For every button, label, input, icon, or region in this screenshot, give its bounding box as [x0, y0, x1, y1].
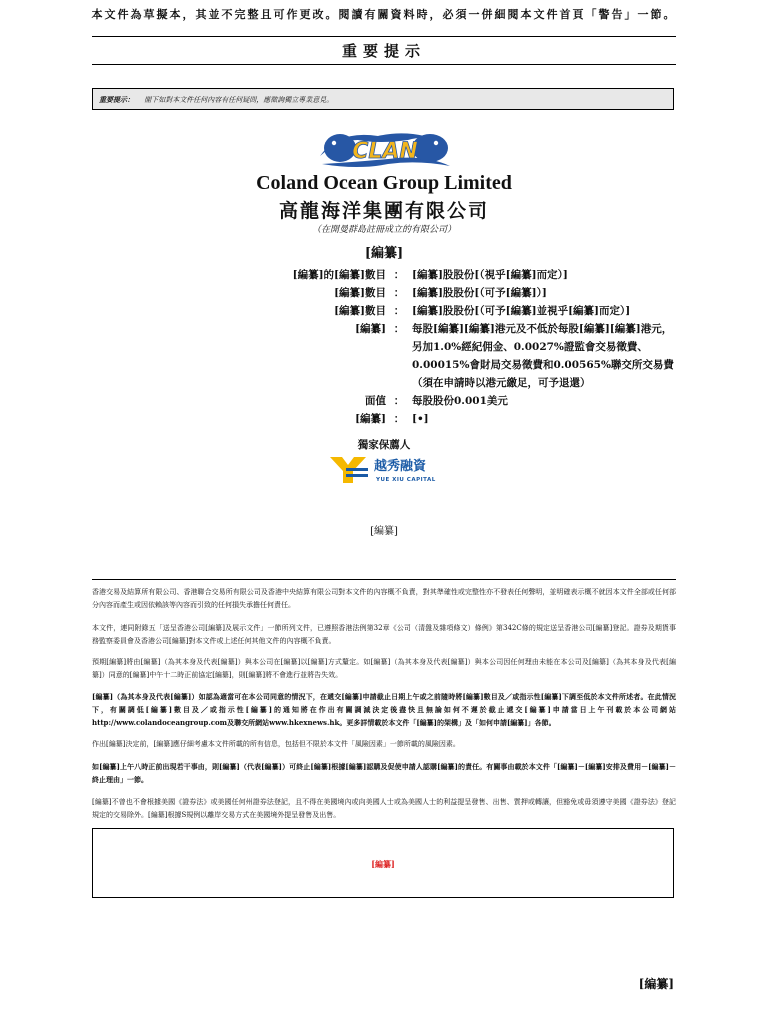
offering-value: [•] — [412, 413, 429, 425]
company-logo — [318, 126, 452, 170]
bottom-box-text: [編纂] — [371, 859, 395, 869]
footer-redacted: [編纂] — [638, 977, 674, 991]
offering-colon: ： — [393, 323, 405, 335]
offering-row — [250, 392, 690, 410]
offering-value: 每股[編纂][編纂]港元及不低於每股[編纂][編纂]港元，另加1.0%經紀佣金、0.0027%證監會交易徵費、0.00015%會財局交易徵費和0.00565%聯交所交易費（須在申請時以港元繳足，可予退還） — [412, 323, 674, 389]
draft-warning: 本文件為草擬本，其並不完整且可作更改。閱讀有關資料時，必須一併細閱本文件首頁「警告」一節。 — [91, 8, 677, 21]
termination-paragraph: 如[編纂]上午八時正前出現若干事由，則[編纂]（代表[編纂]）可終止[編纂]根據[編纂]認購及促使申請人認購[編纂]的責任。有關事由載於本文件「[編纂]－[編纂]安排及費用－[編纂]－終止理由」一節。 — [92, 762, 676, 784]
incorporation-note: （在開曼群島註冊成立的有限公司） — [311, 225, 456, 235]
offering-value: 每股股份0.001美元 — [412, 395, 508, 407]
offering-colon: ： — [393, 287, 405, 299]
important-notice-box — [92, 88, 674, 110]
title-rule — [92, 64, 676, 65]
company-name-zh: 高龍海洋集團有限公司 — [278, 200, 489, 222]
us-securities-paragraph: [編纂]不曾也不會根據美國《證券法》或美國任何州證券法登記，且不得在美國境內或向美國人士或為美國人士的利益提呈發售、出售、質押或轉讓，但豁免或毋須遵守美國《證券法》登記規定的交易除外。[編纂]根據S規例以離岸交易方式在美國境外提呈發售及出售。 — [92, 798, 676, 819]
sponsor-logo-bar — [346, 474, 368, 477]
sponsor-logo-bar — [346, 468, 368, 471]
company-name-en: Coland Ocean Group Limited — [256, 172, 512, 194]
offering-table — [250, 266, 690, 428]
top-rule — [92, 36, 676, 37]
offering-value: [編纂]股股份[（可予[編纂]並視乎[編纂]而定）] — [412, 305, 631, 317]
disclaimer-rule — [92, 579, 676, 580]
notice-text: 閣下如對本文件任何內容有任何疑問，應徵詢獨立專業意見。 — [144, 96, 334, 104]
offering-value: [編纂]股股份[（可予[編纂]）] — [412, 287, 547, 299]
offering-row — [250, 284, 690, 302]
sponsor-name-zh: 越秀融資 — [374, 459, 427, 474]
page-title: 重要提示 — [341, 42, 426, 60]
offering-key: [編纂]數目 — [334, 287, 386, 299]
bottom-redacted-box — [92, 828, 674, 898]
offering-colon: ： — [393, 269, 405, 281]
sole-sponsor-label: 獨家保薦人 — [357, 439, 411, 451]
offering-key: 面值 — [365, 395, 386, 407]
offering-key: [編纂]數目 — [334, 305, 386, 317]
logo-wordmark: CLAN — [352, 139, 418, 164]
offering-colon: ： — [393, 305, 405, 317]
logo-eye-right — [434, 141, 438, 145]
logo-eye-left — [332, 141, 336, 145]
offering-row — [250, 266, 690, 284]
pricing-paragraph: 預期[編纂]將由[編纂]（為其本身及代表[編纂]）與本公司在[編纂]以[編纂]方式釐定。如[編纂]（為其本身及代表[編纂]）與本公司因任何理由未能在本公司及[編纂]（為其本身及代表[編纂]）同意的[編纂]中午十二時正前協定[編纂]，則[編纂]將不會進行並將告失效。 — [92, 658, 676, 679]
logo-fish-left — [324, 134, 356, 162]
notice-label: 重要提示： — [99, 95, 134, 104]
disclaimer-paragraph: 香港交易及結算所有限公司、香港聯合交易所有限公司及香港中央結算有限公司對本文件的內容概不負責，對其準確性或完整性亦不發表任何聲明，並明確表示概不就因本文件全部或任何部分內容而產生或因依賴該等內容而引致的任何損失承擔任何責任。 — [92, 588, 676, 609]
offering-value: [編纂]股股份[（視乎[編纂]而定）] — [412, 269, 568, 281]
offering-row — [250, 410, 690, 428]
offering-row — [250, 320, 690, 392]
offering-row — [250, 302, 690, 320]
offering-key: [編纂]的[編纂]數目 — [292, 269, 386, 281]
redacted-placeholder: [編纂] — [370, 526, 398, 537]
offering-key: [編纂] — [355, 413, 386, 425]
registration-paragraph: 本文件，連同附錄五「送呈香港公司[編纂]及展示文件」一節所列文件，已遵照香港法例第32章《公司（清盤及雜項條文）條例》第342C條的規定送呈香港公司[編纂]登記。證券及期貨事務監察委員會及香港公司[編纂]對本文件或上述任何其他文件的內容概不負責。 — [92, 624, 676, 645]
offering-title: [編纂] — [364, 246, 404, 261]
offering-colon: ： — [393, 413, 405, 425]
risk-paragraph: 作出[編纂]決定前，[編纂]應仔細考慮本文件所載的所有信息，包括但不限於本文件「風險因素」一節所載的風險因素。 — [92, 740, 460, 748]
sponsor-name-en: YUE XIU CAPITAL — [376, 477, 436, 483]
offering-colon: ： — [393, 395, 405, 407]
reduction-paragraph: [編纂]（為其本身及代表[編纂]）如認為適當可在本公司同意的情況下，在遞交[編纂]申請截止日期上午或之前隨時將[編纂]數目及／或指示性[編纂]下調至低於本文件所述者。在此情況下，有關調低[編纂]數目及／或指示性[編纂]的通知將在作出有關調減決定後盡快且無論如何不遲於截止遞交[編纂]申請當日上午刊載於本公司網站http://www.colandoceangroup.com及聯交所網站www.hkexnews.hk。更多詳情載於本文件「[編纂]的架構」及「如何申請[編纂]」各節。 — [92, 692, 676, 727]
sponsor-logo — [328, 455, 448, 485]
offering-key: [編纂] — [355, 323, 386, 335]
